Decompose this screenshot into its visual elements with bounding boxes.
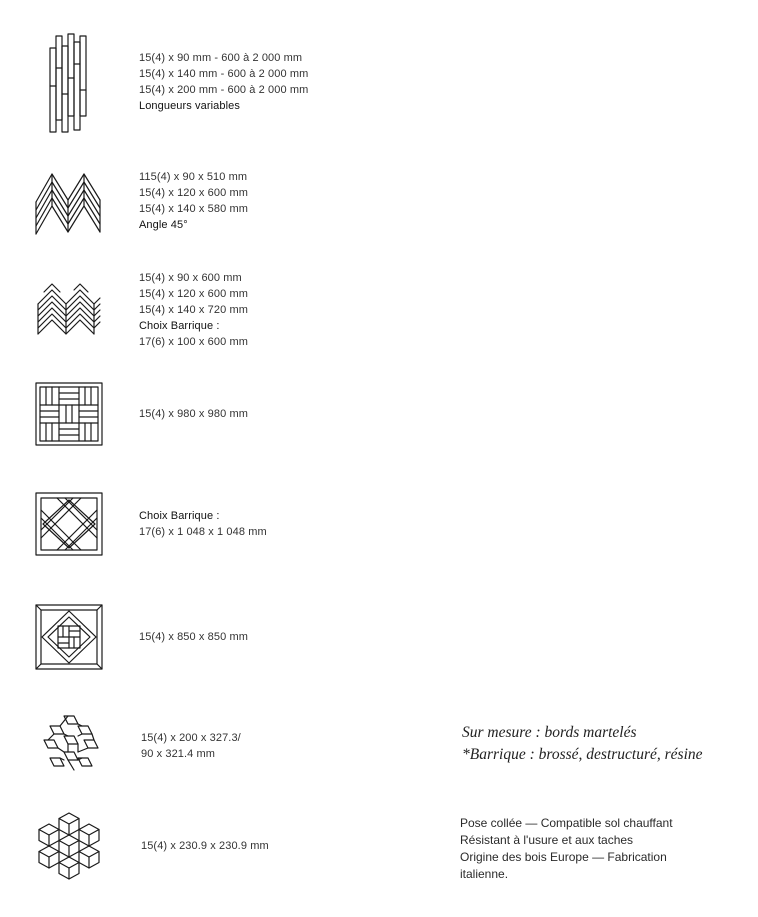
product-dimension: 15(4) x 120 x 600 mm: [139, 187, 248, 199]
product-note: Choix Barrique :: [139, 320, 220, 332]
info-line: Pose collée — Compatible sol chauffant: [460, 816, 673, 830]
product-note: Angle 45°: [139, 219, 188, 231]
product-dimension: 15(4) x 230.9 x 230.9 mm: [141, 840, 269, 852]
product-dimension: 15(4) x 980 x 980 mm: [139, 408, 248, 420]
product-dimension: 17(6) x 100 x 600 mm: [139, 336, 248, 348]
product-dimension: 90 x 321.4 mm: [141, 748, 216, 760]
finish-note-line: Sur mesure : bords martelés: [462, 724, 637, 741]
finish-note-line: *Barrique : brossé, destructuré, résine: [462, 746, 703, 763]
product-dimension: 15(4) x 200 x 327.3/: [141, 732, 241, 744]
product-dimension: 15(4) x 140 mm - 600 à 2 000 mm: [139, 68, 309, 80]
info-line: italienne.: [460, 867, 509, 881]
installation-info: [460, 815, 673, 883]
product-dimension: 15(4) x 120 x 600 mm: [139, 288, 248, 300]
product-note: Choix Barrique :: [139, 510, 220, 522]
diamond-inlay-panel-icon: [34, 603, 104, 671]
info-line: Origine des bois Europe — Fabrication: [460, 850, 667, 864]
herringbone-icon: [34, 278, 104, 342]
interlocking-star-icon: [34, 712, 104, 774]
finish-note: [462, 722, 703, 766]
info-line: Résistant à l'usure et aux taches: [460, 833, 634, 847]
product-dimension: 15(4) x 90 x 600 mm: [139, 272, 242, 284]
product-dimension: 17(6) x 1 048 x 1 048 mm: [139, 526, 267, 538]
product-note: Longueurs variables: [139, 100, 240, 112]
diagonal-lattice-panel-icon: [34, 491, 104, 557]
product-dimension: 15(4) x 200 mm - 600 à 2 000 mm: [139, 84, 309, 96]
product-dimension: 15(4) x 850 x 850 mm: [139, 631, 248, 643]
basket-weave-panel-icon: [34, 381, 104, 447]
product-dimension: 115(4) x 90 x 510 mm: [139, 171, 248, 183]
product-dimension: 15(4) x 140 x 580 mm: [139, 203, 248, 215]
hexagon-cube-rosette-icon: [34, 813, 104, 877]
product-dimension: 15(4) x 90 mm - 600 à 2 000 mm: [139, 52, 303, 64]
product-dimension: 15(4) x 140 x 720 mm: [139, 304, 248, 316]
plank-strips-icon: [34, 34, 94, 134]
chevron-icon: [34, 172, 104, 236]
